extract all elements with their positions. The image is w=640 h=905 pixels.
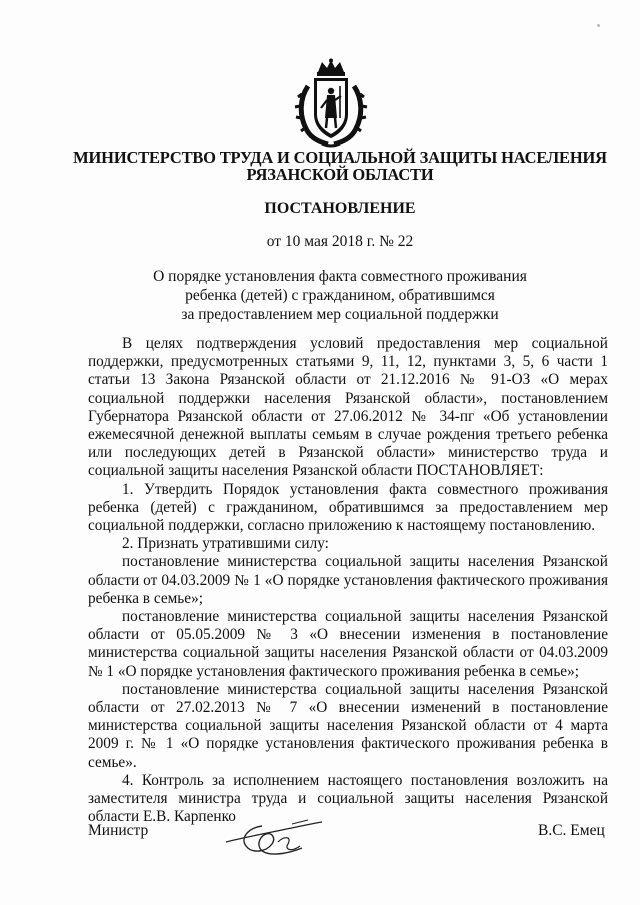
preamble-paragraph: В целях подтверждения условий предоставления мер социальной поддержки, предусмотренных статьями 9, 11, 12, пунктами 3, 5, 6 части 1 статьи 13 Закона Рязанской области от 21.12.2016 № 91-ОЗ «О мерах социальной поддержки населения Рязанской области», постановлением Губернатора Рязанской области от 27.06.2012 № 34-пг «Об установлении ежемесячной денежной выплаты семьям в случае рождения третьего ребенка или последующих детей в Рязанской области» министерство труда и социальной защиты населения Рязанской области ПОСТАНОВЛЯЕТ:: [88, 335, 608, 480]
item-4-paragraph: 4. Контроль за исполнением настоящего постановления возложить на заместителя министра труда и социальной защиты населения Рязанской области Е.В. Карпенко: [88, 771, 608, 826]
scan-speck: [597, 24, 600, 27]
document-type: ПОСТАНОВЛЕНИЕ: [264, 200, 416, 217]
repealed-act-paragraph: постановление министерства социальной защиты населения Рязанской области от 04.03.2009 № 1 «О порядке установления фактического проживания ребенка в семье»;: [88, 553, 608, 607]
handwritten-signature: [222, 812, 332, 862]
document-subject: [60, 267, 620, 324]
signatory-name: В.С. Емец: [538, 822, 605, 839]
repealed-act-paragraph: постановление министерства социальной защиты населения Рязанской области от 05.05.2009 № 3 «О внесении изменения в постановление министерства социальной защиты населения Рязанской области от 04.03.2009 № 1 «О порядке установления фактического проживания ребенка в семье»;: [88, 608, 608, 680]
signatory-title: Министр: [88, 822, 149, 839]
organization-name-line2: РЯЗАНСКОЙ ОБЛАСТИ: [246, 165, 434, 184]
repealed-act-paragraph: постановление министерства социальной защиты населения Рязанской области от 27.02.2013 № 7 «О внесении изменений в постановление министерства социальной защиты населения Рязанской области от 4 марта 2009 г. № 1 «О порядке установления фактического проживания ребенка в семье».: [88, 680, 608, 771]
organization-name-line1: МИНИСТЕРСТВО ТРУДА И СОЦИАЛЬНОЙ ЗАЩИТЫ НАСЕЛЕНИЯ: [73, 148, 607, 167]
document-body: [88, 335, 608, 826]
document-date-number: от 10 мая 2018 г. № 22: [266, 233, 414, 250]
subject-line: О порядке установления факта совместного проживания: [153, 268, 527, 285]
coat-of-arms-icon: [294, 58, 368, 150]
item-1-paragraph: 1. Утвердить Порядок установления факта совместного проживания ребенка (детей) с гражданином, обратившимся за предоставлением мер социальной поддержки, согласно приложению к настоящему постановлению.: [88, 480, 608, 535]
item-2-paragraph: 2. Признать утратившими силу:: [122, 535, 329, 553]
subject-line: ребенка (детей) с гражданином, обратившимся: [185, 287, 495, 304]
subject-line: за предоставлением мер социальной поддержки: [181, 306, 499, 323]
